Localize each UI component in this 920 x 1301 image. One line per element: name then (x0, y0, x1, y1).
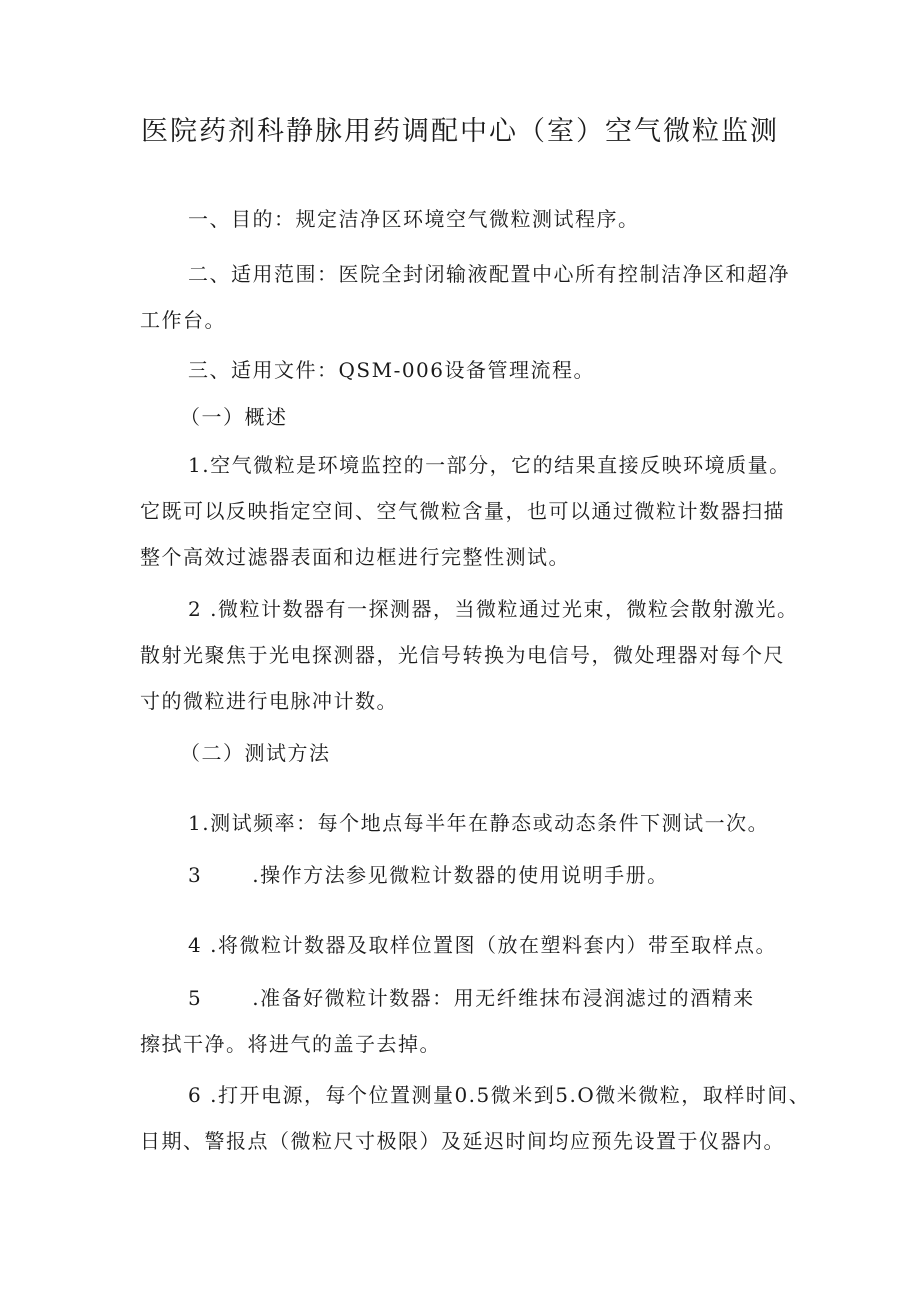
method-item-6-line-2: 日期、警报点（微粒尺寸极限）及延迟时间均应预先设置于仪器内。 (140, 1129, 785, 1153)
method-item-3-text: .操作方法参见微粒计数器的使用说明手册。 (252, 863, 669, 887)
scope-line-1: 二、适用范围：医院全封闭输液配置中心所有控制洁净区和超净 (188, 262, 790, 286)
method-item-4: 4 .将微粒计数器及取样位置图（放在塑料套内）带至取样点。 (188, 933, 777, 957)
overview-p2-line-2: 散射光聚焦于光电探测器，光信号转换为电信号，微处理器对每个尺 (140, 643, 785, 667)
method-item-5-line-2: 擦拭干净。将进气的盖子去掉。 (140, 1032, 441, 1056)
method-heading: （二）测试方法 (180, 741, 331, 765)
overview-p1-line-3: 整个高效过滤器表面和边框进行完整性测试。 (140, 545, 570, 569)
documents-paragraph: 三、适用文件：QSM-006设备管理流程。 (188, 358, 596, 382)
overview-p1-line-2: 它既可以反映指定空间、空气微粒含量，也可以通过微粒计数器扫描 (140, 499, 785, 523)
overview-paragraph-1 (140, 442, 800, 580)
overview-paragraph-2 (140, 586, 800, 724)
overview-heading: （一）概述 (180, 405, 288, 429)
overview-p2-line-3: 寸的微粒进行电脉冲计数。 (140, 689, 398, 713)
method-item-1: 1.测试频率：每个地点每半年在静态或动态条件下测试一次。 (188, 811, 770, 835)
method-item-5-number: 5 (188, 986, 203, 1010)
overview-p1-line-1: 1.空气微粒是环境监控的一部分，它的结果直接反映环境质量。 (188, 453, 791, 477)
method-item-5 (140, 975, 800, 1067)
method-item-5-line-1 (140, 975, 800, 1021)
purpose-paragraph: 一、目的：规定洁净区环境空气微粒测试程序。 (188, 207, 640, 231)
method-item-3-number: 3 (188, 863, 203, 887)
scope-paragraph (140, 251, 800, 343)
method-item-6-line-1: 6 .打开电源，每个位置测量0.5微米到5.O微米微粒，取样时间、 (188, 1083, 811, 1107)
document-title: 医院药剂科静脉用药调配中心（室）空气微粒监测 (141, 116, 779, 147)
method-item-3 (188, 852, 848, 898)
method-item-5-text: .准备好微粒计数器：用无纤维抹布浸润滤过的酒精来 (252, 986, 755, 1010)
scope-line-2: 工作台。 (140, 308, 226, 332)
method-item-6 (140, 1072, 811, 1164)
overview-p2-line-1: 2 .微粒计数器有一探测器，当微粒通过光束，微粒会散射激光。 (188, 597, 799, 621)
